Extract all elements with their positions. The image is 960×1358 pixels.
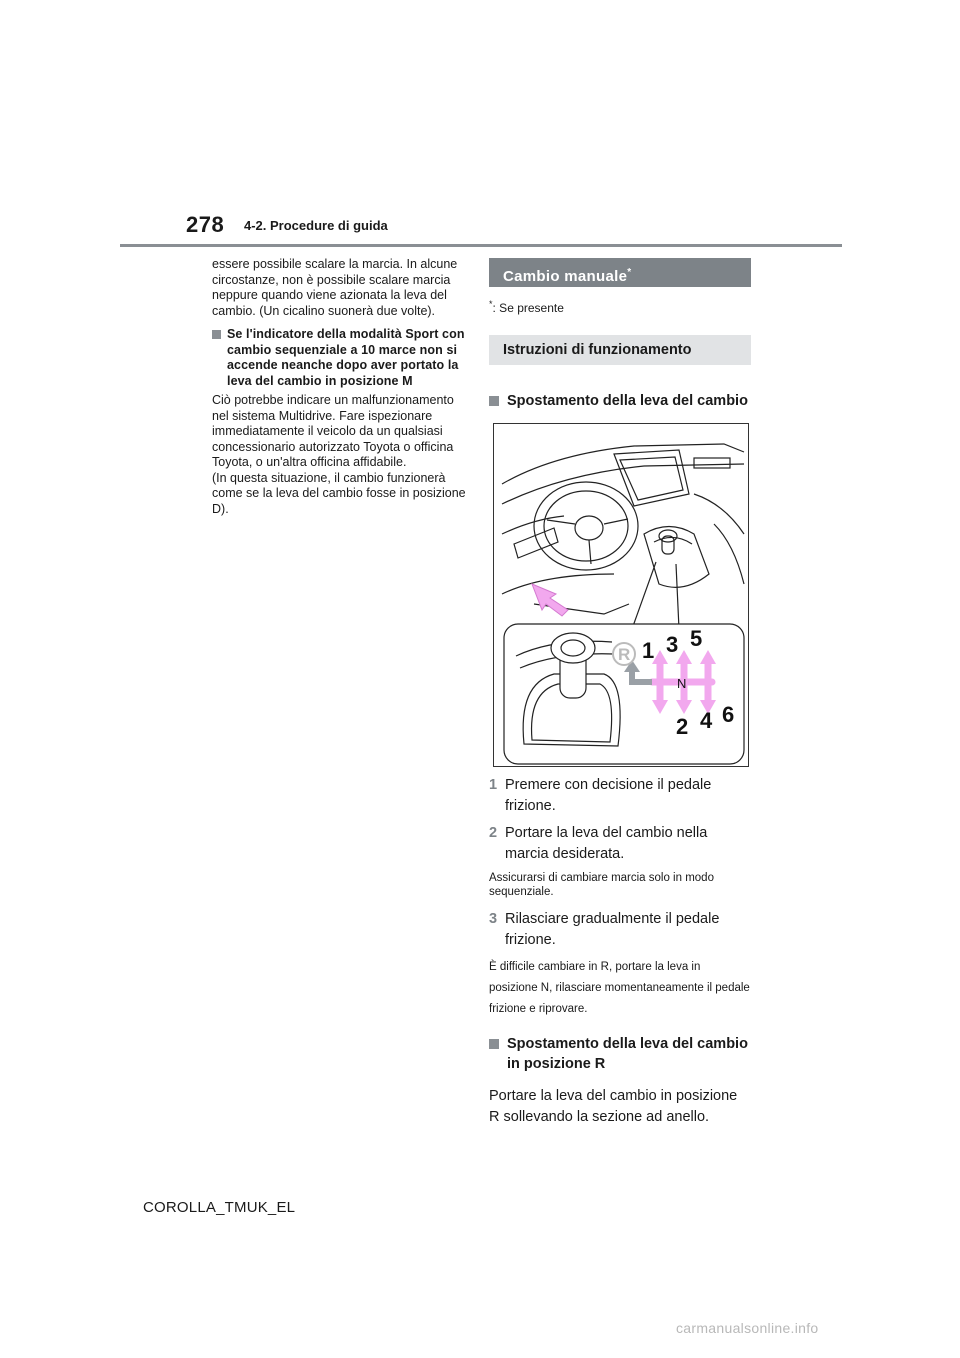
step-3-note: È difficile cambiare in R, portare la leva in posizione N, rilasciare momentaneamente il pedale frizione e riprovare. — [489, 961, 750, 1015]
left-column — [212, 257, 470, 517]
cabin-drawing — [494, 424, 749, 767]
step-number: 2 — [489, 825, 498, 841]
step-text: Portare la leva del cambio nella marcia desiderata. — [505, 825, 708, 862]
shift-to-r-text: Portare la leva del cambio in posizione R sollevando la sezione ad anello. — [489, 1088, 738, 1125]
note-body-2: (In questa situazione, il cambio funzionerà come se la leva del cambio fosse in posizione D). — [212, 470, 466, 516]
gear-label-6: 6 — [722, 702, 735, 727]
footnote-mark: * — [489, 299, 493, 309]
sub-band-operating-instructions: Istruzioni di funzionamento — [489, 335, 751, 365]
gear-label-4: 4 — [700, 708, 713, 733]
footnote — [489, 299, 751, 315]
note-body: Ciò potrebbe indicare un malfunzionamento nel sistema Multidrive. Fare ispezionare immediatamente il veicolo da un qualsiasi concessionario autorizzato Toyota o officina Toyota, o un'altra officina affidabile. — [212, 393, 454, 469]
footnote-text: : Se presente — [492, 301, 564, 315]
gear-label-n: N — [677, 676, 687, 691]
subheading-shift-to-r — [489, 1034, 751, 1074]
section-band-manual-transmission — [489, 258, 751, 287]
step-number: 1 — [489, 777, 498, 793]
subheading-text: Spostamento della leva del cambio in posizione R — [507, 1036, 748, 1072]
gear-label-r: R — [618, 645, 631, 664]
asterisk-mark: * — [627, 267, 632, 278]
step-3 — [489, 909, 751, 951]
square-bullet-icon — [212, 330, 221, 339]
square-bullet-icon — [489, 396, 499, 406]
gear-label-2: 2 — [676, 714, 689, 739]
step-text: Premere con decisione il pedale frizione. — [505, 777, 712, 814]
section-title: 4-2. Procedure di guida — [244, 218, 388, 233]
square-bullet-icon — [489, 1039, 499, 1049]
header-rule — [120, 244, 842, 247]
watermark: carmanualsonline.info — [676, 1320, 819, 1336]
step-2-note: Assicurarsi di cambiare marcia solo in modo sequenziale. — [489, 872, 714, 898]
document-code: COROLLA_TMUK_EL — [143, 1199, 296, 1216]
note-title: Se l'indicatore della modalità Sport con cambio sequenziale a 10 marce non si accende neanche dopo aver portato la leva del cambio in posizione M — [227, 327, 465, 388]
step-number: 3 — [489, 911, 498, 927]
continued-paragraph: essere possibile scalare la marcia. In alcune circostanze, non è possibile scalare marcia neppure quando viene azionata la leva del cambio. (Un cicalino suonerà due volte). — [212, 257, 458, 318]
gear-label-1: 1 — [642, 638, 655, 663]
subheading-text: Spostamento della leva del cambio — [507, 393, 748, 409]
right-column — [489, 258, 751, 1128]
page-number: 278 — [186, 212, 225, 237]
step-text: Rilasciare gradualmente il pedale frizione. — [505, 911, 720, 948]
gear-shift-illustration — [493, 423, 749, 767]
step-1 — [489, 775, 751, 817]
note-heading — [212, 327, 470, 389]
section-band-label: Cambio manuale — [503, 268, 628, 285]
step-2 — [489, 823, 751, 865]
gear-label-3: 3 — [666, 632, 679, 657]
subheading-shift-lever — [489, 391, 751, 411]
gear-label-5: 5 — [690, 626, 703, 651]
